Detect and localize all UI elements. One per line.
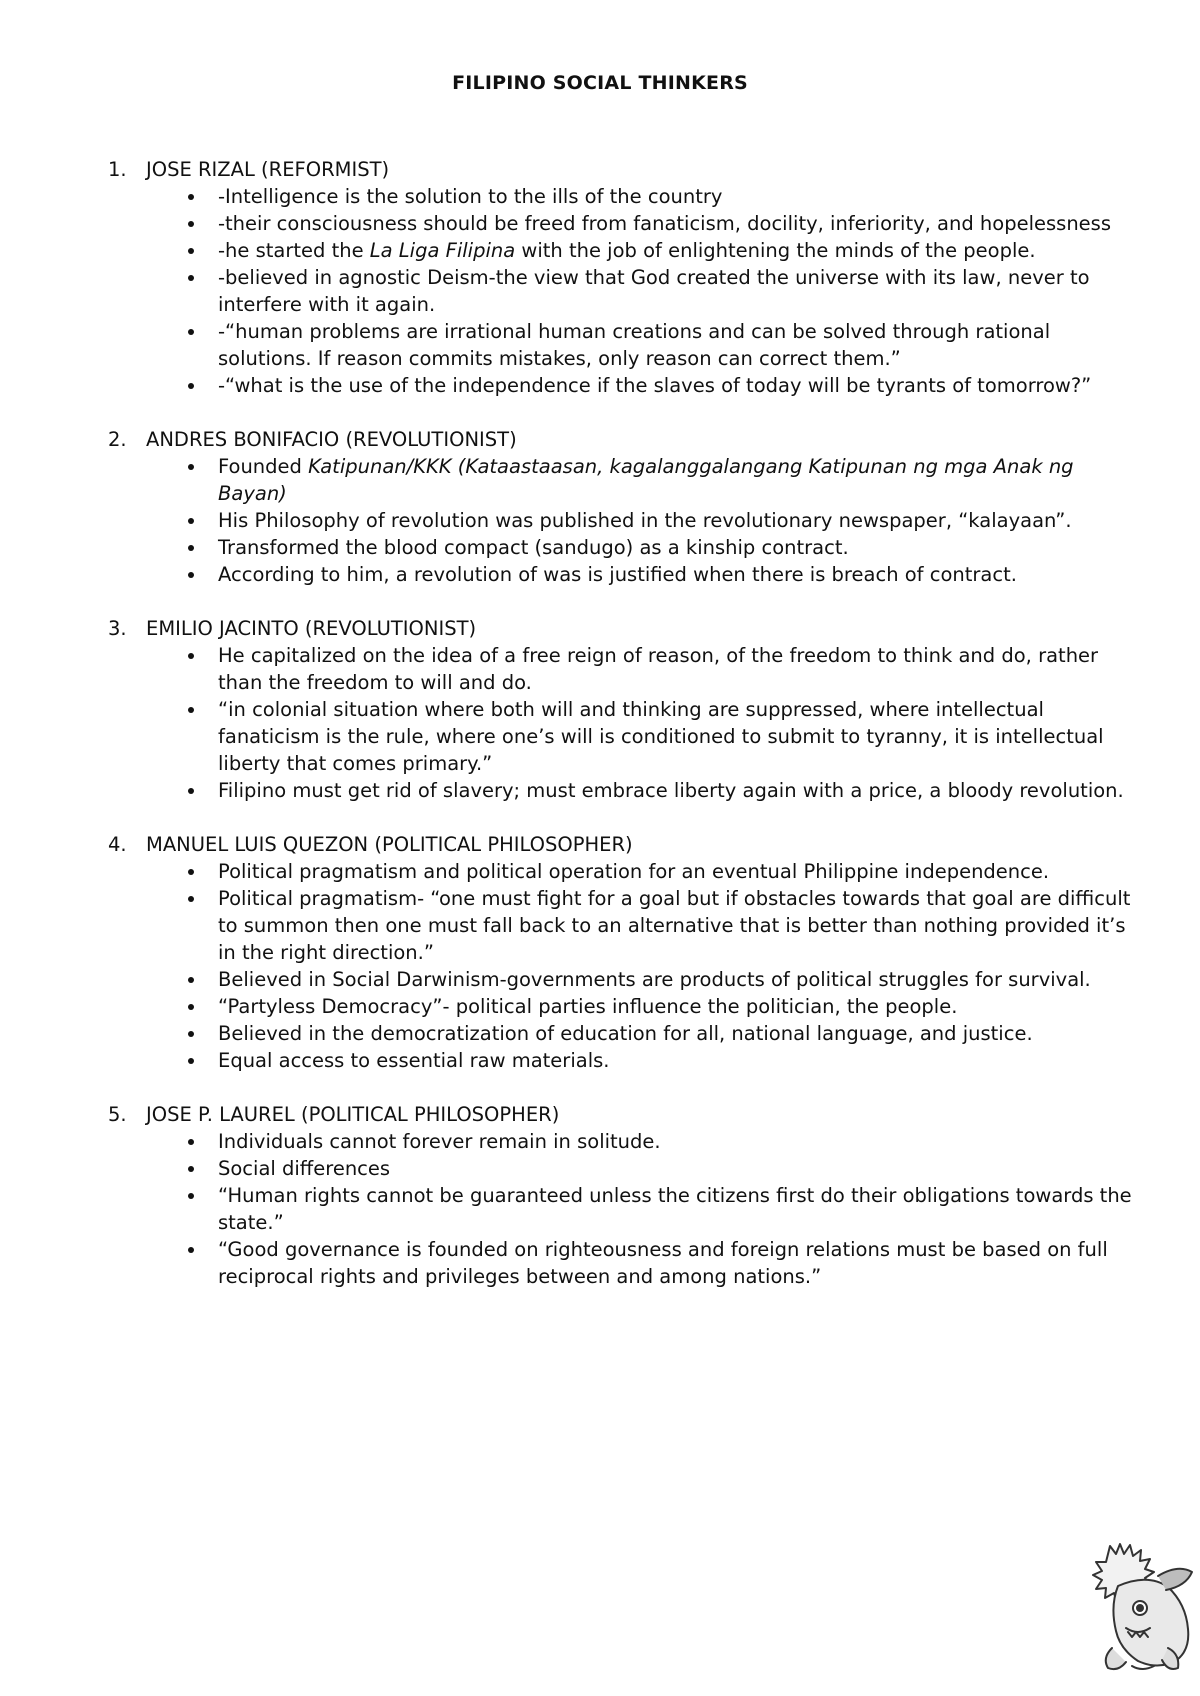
bullet-text: His Philosophy of revolution was published in the revolutionary newspaper, “kalayaan”. [218, 509, 1072, 532]
bullet-dot-icon [188, 707, 194, 713]
bullet-dot-icon [188, 275, 194, 281]
bullet-item [108, 1020, 1138, 1047]
bullet-text: Transformed the blood compact (sandugo) as a kinship contract. [218, 536, 849, 559]
bullet-item [108, 777, 1138, 804]
bullet-dot-icon [188, 1058, 194, 1064]
bullet-text: -believed in agnostic Deism-the view that God created the universe with its law, never to interfere with it again. [218, 266, 1090, 316]
bullet-item [108, 183, 1138, 210]
bullet-text: Political pragmatism and political operation for an eventual Philippine independence. [218, 860, 1050, 883]
bullet-item [108, 453, 1138, 507]
bullet-item [108, 1155, 1138, 1182]
bullet-dot-icon [188, 1247, 194, 1253]
bullet-dot-icon [188, 653, 194, 659]
thinker-section [108, 831, 1138, 1074]
bullet-text: Social differences [218, 1157, 391, 1180]
thinker-section [108, 615, 1138, 804]
bullet-text: Believed in Social Darwinism-governments are products of political struggles for survival. [218, 968, 1091, 991]
bullet-text: Equal access to essential raw materials. [218, 1049, 610, 1072]
bullet-dot-icon [188, 329, 194, 335]
section-heading [108, 1101, 1138, 1128]
section-number: 2. [108, 428, 127, 451]
bullet-text: According to him, a revolution of was is justified when there is breach of contract. [218, 563, 1017, 586]
bullet-item [108, 885, 1138, 966]
bullet-text: -their consciousness should be freed from fanaticism, docility, inferiority, and hopelessness [218, 212, 1112, 235]
bullet-text: -“human problems are irrational human creations and can be solved through rational solutions. If reason commits mistakes, only reason can correct them.” [218, 320, 1051, 370]
bullet-dot-icon [188, 869, 194, 875]
section-heading [108, 156, 1138, 183]
section-title: EMILIO JACINTO (REVOLUTIONIST) [146, 617, 477, 640]
bullet-item [108, 1047, 1138, 1074]
bullet-text: Political pragmatism- “one must fight for a goal but if obstacles towards that goal are difficult to summon then one must fall back to an alternative that is better than nothing provided it’s in the right direction.” [218, 887, 1131, 964]
bullet-item [108, 318, 1138, 372]
section-title: MANUEL LUIS QUEZON (POLITICAL PHILOSOPHER) [146, 833, 633, 856]
section-number: 3. [108, 617, 127, 640]
bullet-dot-icon [188, 383, 194, 389]
bullet-text-after: with the job of enlightening the minds of the people. [515, 239, 1036, 262]
thinker-section [108, 156, 1138, 399]
bullet-dot-icon [188, 1031, 194, 1037]
bullet-dot-icon [188, 518, 194, 524]
bullet-list [108, 1128, 1138, 1290]
bullet-item [108, 1128, 1138, 1155]
bullet-dot-icon [188, 194, 194, 200]
section-number: 1. [108, 158, 127, 181]
bullet-text: -“what is the use of the independence if the slaves of today will be tyrants of tomorrow?” [218, 374, 1092, 397]
bullet-dot-icon [188, 572, 194, 578]
section-number: 5. [108, 1103, 127, 1126]
bullet-text: “Human rights cannot be guaranteed unless the citizens first do their obligations towards the state.” [218, 1184, 1132, 1234]
bullet-text-before: -he started the [218, 239, 370, 262]
section-number: 4. [108, 833, 127, 856]
thinker-section [108, 426, 1138, 588]
thinkers-list [108, 156, 1138, 1317]
bullet-item [108, 372, 1138, 399]
bullet-text: He capitalized on the idea of a free reign of reason, of the freedom to think and do, rather than the freedom to will and do. [218, 644, 1099, 694]
thinker-section [108, 1101, 1138, 1290]
bullet-item [108, 1236, 1138, 1290]
bullet-text: -Intelligence is the solution to the ills of the country [218, 185, 723, 208]
section-heading [108, 831, 1138, 858]
bullet-item [108, 993, 1138, 1020]
bullet-text: Filipino must get rid of slavery; must embrace liberty again with a price, a bloody revolution. [218, 779, 1124, 802]
bullet-text-italic: Katipunan/KKK (Kataastaasan, kagalanggalangang Katipunan ng mga Anak ng Bayan) [218, 455, 1074, 505]
bullet-item [108, 966, 1138, 993]
bullet-text-before: Founded [218, 455, 309, 478]
bullet-item [108, 264, 1138, 318]
bullet-item [108, 534, 1138, 561]
section-title: JOSE RIZAL (REFORMIST) [146, 158, 390, 181]
section-title: ANDRES BONIFACIO (REVOLUTIONIST) [146, 428, 517, 451]
bullet-text-italic: La Liga Filipina [369, 239, 516, 262]
page-title: FILIPINO SOCIAL THINKERS [452, 72, 748, 94]
bullet-dot-icon [188, 788, 194, 794]
bullet-text: “Good governance is founded on righteousness and foreign relations must be based on full reciprocal rights and privileges between and among nations.” [218, 1238, 1108, 1288]
bullet-dot-icon [188, 464, 194, 470]
bullet-item [108, 696, 1138, 777]
bullet-dot-icon [188, 221, 194, 227]
bullet-text: Individuals cannot forever remain in solitude. [218, 1130, 661, 1153]
bullet-dot-icon [188, 977, 194, 983]
bullet-item [108, 561, 1138, 588]
bullet-dot-icon [188, 1193, 194, 1199]
bullet-text: “Partyless Democracy”- political parties influence the politician, the people. [218, 995, 958, 1018]
bullet-dot-icon [188, 545, 194, 551]
bullet-item [108, 237, 1138, 264]
bullet-text: “in colonial situation where both will and thinking are suppressed, where intellectual fanaticism is the rule, where one’s will is conditioned to submit to tyranny, it is intellectual liberty that comes primary.” [218, 698, 1104, 775]
bullet-dot-icon [188, 1166, 194, 1172]
bullet-dot-icon [188, 248, 194, 254]
bullet-list [108, 858, 1138, 1074]
bullet-item [108, 858, 1138, 885]
section-heading [108, 426, 1138, 453]
section-heading [108, 615, 1138, 642]
bullet-item [108, 507, 1138, 534]
bullet-item [108, 210, 1138, 237]
section-title: JOSE P. LAUREL (POLITICAL PHILOSOPHER) [146, 1103, 560, 1126]
bullet-dot-icon [188, 1139, 194, 1145]
bullet-dot-icon [188, 896, 194, 902]
bullet-list [108, 183, 1138, 399]
bullet-text: Believed in the democratization of education for all, national language, and justice. [218, 1022, 1033, 1045]
bullet-list [108, 453, 1138, 588]
bullet-list [108, 642, 1138, 804]
bullet-item [108, 1182, 1138, 1236]
bullet-dot-icon [188, 1004, 194, 1010]
bullet-item [108, 642, 1138, 696]
cartoon-mascot-icon [1088, 1536, 1196, 1676]
